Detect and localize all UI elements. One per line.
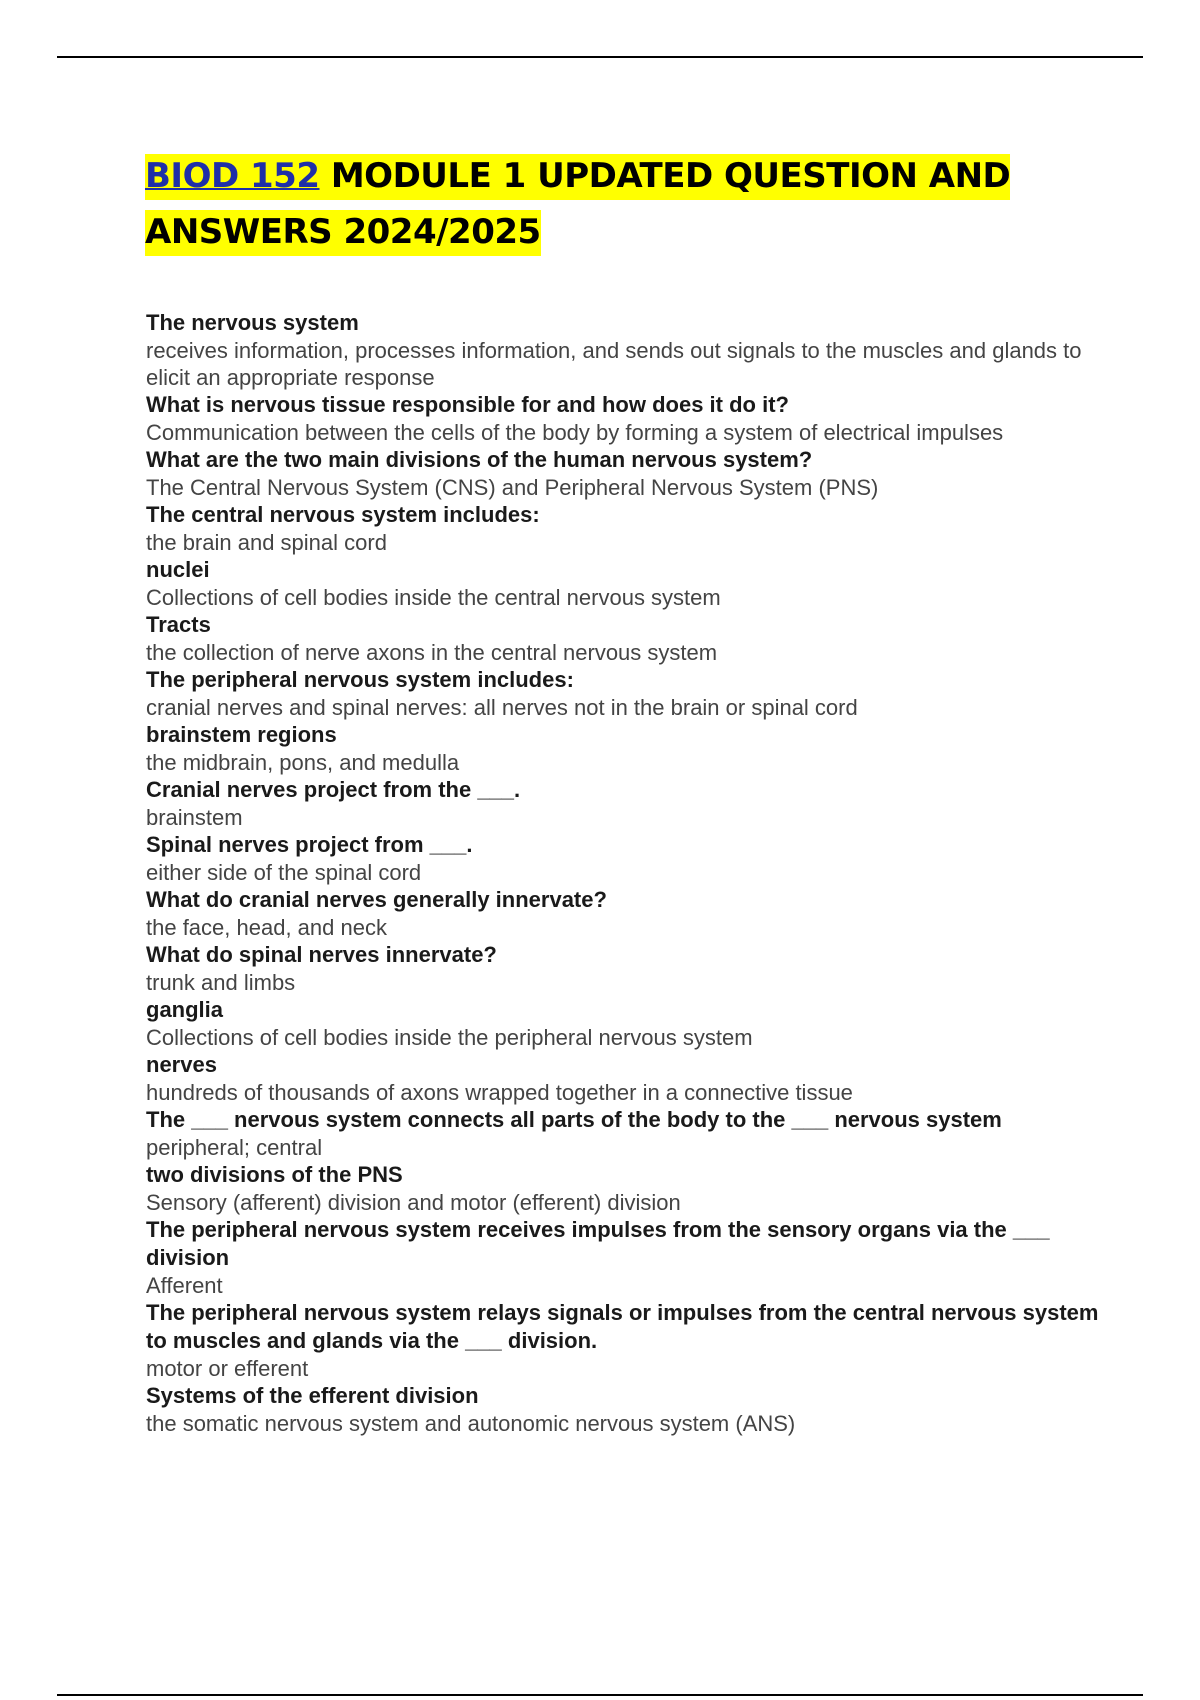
qa-term: What is nervous tissue responsible for and how does it do it? xyxy=(146,392,789,417)
qa-definition: Collections of cell bodies inside the peripheral nervous system xyxy=(146,1025,753,1050)
qa-definition: Sensory (afferent) division and motor (efferent) division xyxy=(146,1190,681,1215)
qa-term: Systems of the efferent division xyxy=(146,1383,479,1408)
qa-term: The nervous system xyxy=(146,310,359,335)
qa-item xyxy=(146,1216,1106,1299)
title-highlight xyxy=(145,154,1010,256)
qa-item xyxy=(146,1161,1106,1216)
qa-term: nuclei xyxy=(146,557,210,582)
qa-item xyxy=(146,556,1106,611)
qa-definition: Communication between the cells of the body by forming a system of electrical impulses xyxy=(146,420,1004,445)
qa-definition: Afferent xyxy=(146,1273,223,1298)
qa-item xyxy=(146,1051,1106,1106)
qa-term: The peripheral nervous system receives impulses from the sensory organs via the ___ division xyxy=(146,1217,1050,1270)
qa-item xyxy=(146,391,1106,446)
qa-item xyxy=(146,1382,1106,1437)
qa-definition: the brain and spinal cord xyxy=(146,530,387,555)
qa-term: brainstem regions xyxy=(146,722,337,747)
qa-item xyxy=(146,309,1106,391)
qa-list xyxy=(146,309,1106,1437)
qa-definition: Collections of cell bodies inside the central nervous system xyxy=(146,585,721,610)
qa-term: What do cranial nerves generally innervate? xyxy=(146,887,607,912)
qa-term: The ___ nervous system connects all parts of the body to the ___ nervous system xyxy=(146,1107,1002,1132)
qa-definition: cranial nerves and spinal nerves: all nerves not in the brain or spinal cord xyxy=(146,695,858,720)
qa-term: The central nervous system includes: xyxy=(146,502,540,527)
qa-item xyxy=(146,721,1106,776)
qa-term: Cranial nerves project from the ___. xyxy=(146,777,521,802)
title-text: MODULE 1 UPDATED QUESTION AND ANSWERS 2024/2025 xyxy=(145,156,1011,252)
qa-item xyxy=(146,941,1106,996)
document-title xyxy=(145,148,1045,260)
qa-definition: either side of the spinal cord xyxy=(146,860,422,885)
course-code-link[interactable]: BIOD 152 xyxy=(145,156,320,196)
qa-definition: peripheral; central xyxy=(146,1135,323,1160)
qa-term: Tracts xyxy=(146,612,211,637)
qa-item xyxy=(146,886,1106,941)
qa-item xyxy=(146,666,1106,721)
qa-definition: motor or efferent xyxy=(146,1356,309,1381)
qa-definition: the midbrain, pons, and medulla xyxy=(146,750,460,775)
qa-definition: receives information, processes information, and sends out signals to the muscles and glands to elicit an appropriate response xyxy=(146,338,1082,390)
qa-item xyxy=(146,996,1106,1051)
qa-item xyxy=(146,446,1106,501)
top-rule xyxy=(57,56,1143,58)
qa-definition: the collection of nerve axons in the central nervous system xyxy=(146,640,718,665)
qa-term: The peripheral nervous system relays signals or impulses from the central nervous system to muscles and glands via the ___ division. xyxy=(146,1300,1099,1353)
qa-definition: trunk and limbs xyxy=(146,970,296,995)
qa-term: ganglia xyxy=(146,997,224,1022)
qa-item xyxy=(146,1299,1106,1382)
qa-term: Spinal nerves project from ___. xyxy=(146,832,473,857)
qa-definition: The Central Nervous System (CNS) and Peripheral Nervous System (PNS) xyxy=(146,475,879,500)
qa-definition: brainstem xyxy=(146,805,243,830)
qa-term: What do spinal nerves innervate? xyxy=(146,942,497,967)
qa-term: nerves xyxy=(146,1052,217,1077)
qa-item xyxy=(146,611,1106,666)
qa-item xyxy=(146,831,1106,886)
qa-definition: the somatic nervous system and autonomic nervous system (ANS) xyxy=(146,1411,796,1436)
qa-definition: the face, head, and neck xyxy=(146,915,387,940)
qa-item xyxy=(146,1106,1106,1161)
qa-term: What are the two main divisions of the human nervous system? xyxy=(146,447,813,472)
qa-definition: hundreds of thousands of axons wrapped together in a connective tissue xyxy=(146,1080,853,1105)
qa-item xyxy=(146,501,1106,556)
qa-item xyxy=(146,776,1106,831)
qa-term: The peripheral nervous system includes: xyxy=(146,667,574,692)
qa-term: two divisions of the PNS xyxy=(146,1162,403,1187)
bottom-rule xyxy=(57,1694,1143,1696)
